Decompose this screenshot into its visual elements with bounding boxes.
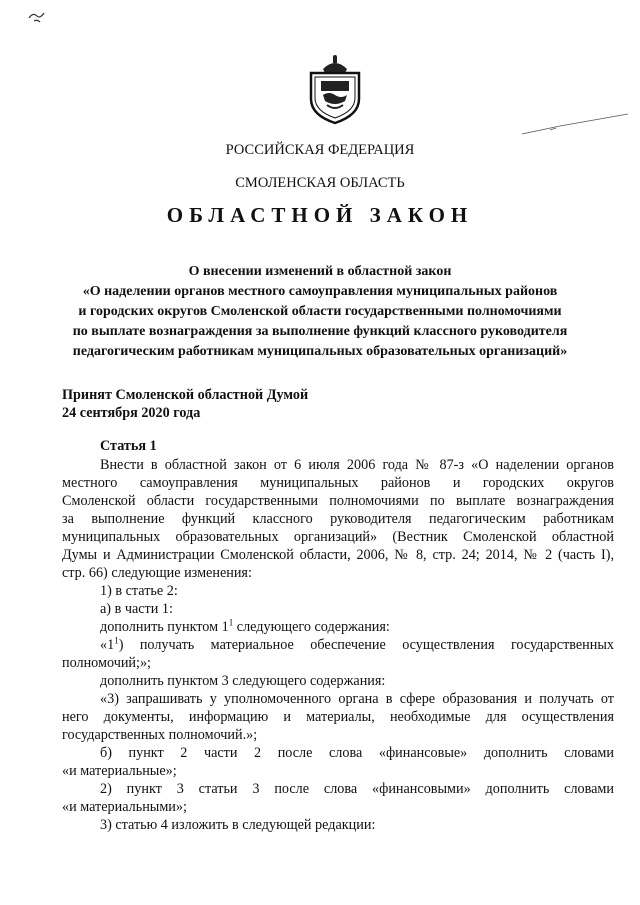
paragraph-line: полномочий;»; bbox=[62, 655, 151, 671]
add-point-3: дополнить пунктом 3 следующего содержания: bbox=[100, 673, 386, 689]
paragraph-line: него документы, информацию и материалы, необходимые для осуществления bbox=[62, 709, 614, 725]
coat-of-arms-icon bbox=[305, 55, 365, 125]
paragraph-line: государственных полномочий.»; bbox=[62, 727, 258, 743]
quote-point-1-1: «$1^1$) получать материальное обеспечение осуществления государственных bbox=[100, 635, 614, 653]
adopted-by: Принят Смоленской областной Думой bbox=[62, 387, 309, 403]
law-title bbox=[0, 262, 640, 362]
title-line: и городских округов Смоленской области государственными полномочиями bbox=[78, 304, 562, 319]
article-heading: Статья 1 bbox=[100, 438, 157, 454]
paragraph-line: за выполнение функций классного руководителя педагогическим работникам bbox=[62, 511, 614, 527]
header-country: РОССИЙСКАЯ ФЕДЕРАЦИЯ bbox=[225, 142, 415, 158]
paragraph-line: местного самоуправления муниципальных районов и городских округов bbox=[62, 475, 614, 491]
item-2: 2) пункт 3 статьи 3 после слова «финансовыми» дополнить словами bbox=[100, 781, 614, 797]
paragraph-line: стр. 66) следующие изменения: bbox=[62, 565, 252, 581]
item-1b: б) пункт 2 части 2 после слова «финансовые» дополнить словами bbox=[100, 745, 614, 761]
paragraph-line: Внести в областной закон от 6 июля 2006 года № 87-з «О наделении органов bbox=[100, 457, 614, 473]
paragraph-line: муниципальных образовательных организаций» (Вестник Смоленской областной bbox=[62, 529, 614, 545]
title-line: «О наделении органов местного самоуправления муниципальных районов bbox=[82, 284, 558, 299]
title-line: педагогическим работникам муниципальных образовательных организаций» bbox=[72, 344, 568, 359]
adopted-date: 24 сентября 2020 года bbox=[62, 405, 201, 421]
item-1a: а) в части 1: bbox=[100, 601, 173, 617]
paragraph-line: Смоленской области государственными полномочиями по выплате вознаграждения bbox=[62, 493, 614, 509]
title-line: О внесении изменений в областной закон bbox=[188, 264, 452, 279]
document-type: ОБЛАСТНОЙ ЗАКОН bbox=[166, 203, 474, 227]
header-region: СМОЛЕНСКАЯ ОБЛАСТЬ bbox=[235, 175, 405, 191]
item-3: 3) статью 4 изложить в следующей редакции: bbox=[100, 817, 376, 833]
title-line: по выплате вознаграждения за выполнение функций классного руководителя bbox=[72, 324, 568, 339]
quote-point-3: «3) запрашивать у уполномоченного органа в сфере образования и получать от bbox=[100, 691, 614, 707]
pen-stroke bbox=[520, 112, 630, 138]
add-point-1-1: дополнить пунктом $1^1$ следующего содержания: bbox=[100, 617, 390, 635]
item-1: 1) в статье 2: bbox=[100, 583, 178, 599]
scan-mark bbox=[26, 8, 50, 26]
paragraph-line: «и материальные»; bbox=[62, 763, 177, 779]
paragraph-line: «и материальными»; bbox=[62, 799, 187, 815]
paragraph-line: Думы и Администрации Смоленской области, 2006, № 8, стр. 24; 2014, № 2 (часть I), bbox=[62, 547, 614, 563]
